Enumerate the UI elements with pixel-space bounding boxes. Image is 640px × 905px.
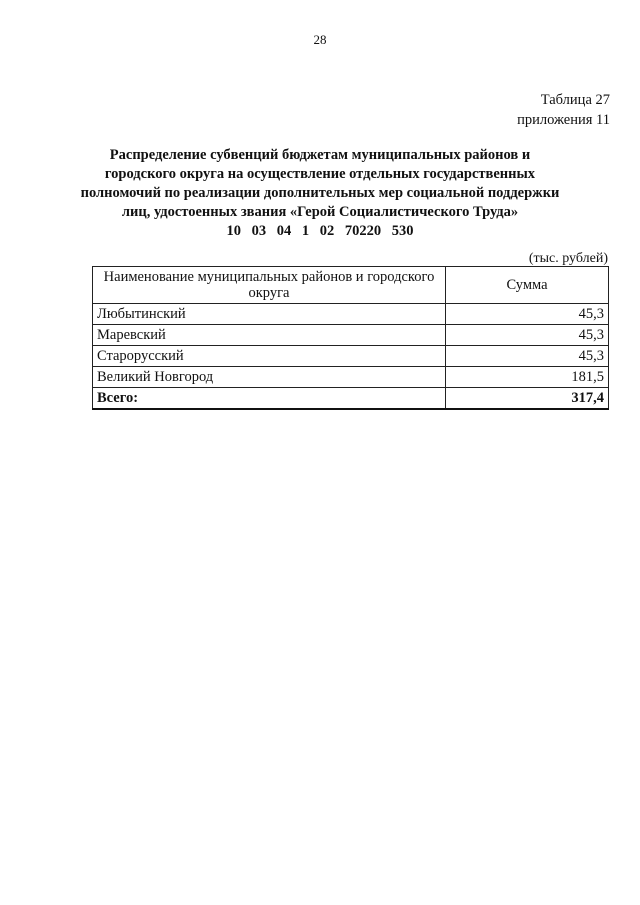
document-title: [70, 146, 570, 241]
title-line: Распределение субвенций бюджетам муниципальных районов и: [109, 147, 531, 163]
title-line: лиц, удостоенных звания «Герой Социалистического Труда»: [121, 204, 519, 220]
table-row: [93, 325, 609, 346]
header-amount: Сумма: [446, 267, 609, 304]
appendix-reference: приложения 11: [517, 112, 610, 128]
units-label: (тыс. рублей): [528, 251, 608, 266]
district-amount: 45,3: [446, 325, 609, 346]
page-number: 28: [313, 32, 327, 47]
subvention-table: [92, 266, 609, 410]
table-row: [93, 304, 609, 325]
district-name: Любытинский: [93, 304, 446, 325]
title-line: полномочий по реализации дополнительных мер социальной поддержки: [80, 185, 560, 201]
district-name: Старорусский: [93, 346, 446, 367]
district-amount: 45,3: [446, 304, 609, 325]
table-header-row: [93, 267, 609, 304]
budget-classification-code: 10 03 04 1 02 70220 530: [226, 223, 414, 239]
table-row: [93, 346, 609, 367]
district-name: Великий Новгород: [93, 367, 446, 388]
district-amount: 45,3: [446, 346, 609, 367]
district-name: Маревский: [93, 325, 446, 346]
total-label: Всего:: [93, 388, 446, 410]
title-line: городского округа на осуществление отдельных государственных: [104, 166, 536, 182]
district-amount: 181,5: [446, 367, 609, 388]
table-reference: Таблица 27: [540, 92, 610, 108]
table-row: [93, 367, 609, 388]
total-row: [93, 388, 609, 410]
total-amount: 317,4: [446, 388, 609, 410]
header-name: Наименование муниципальных районов и городского округа: [93, 267, 446, 304]
